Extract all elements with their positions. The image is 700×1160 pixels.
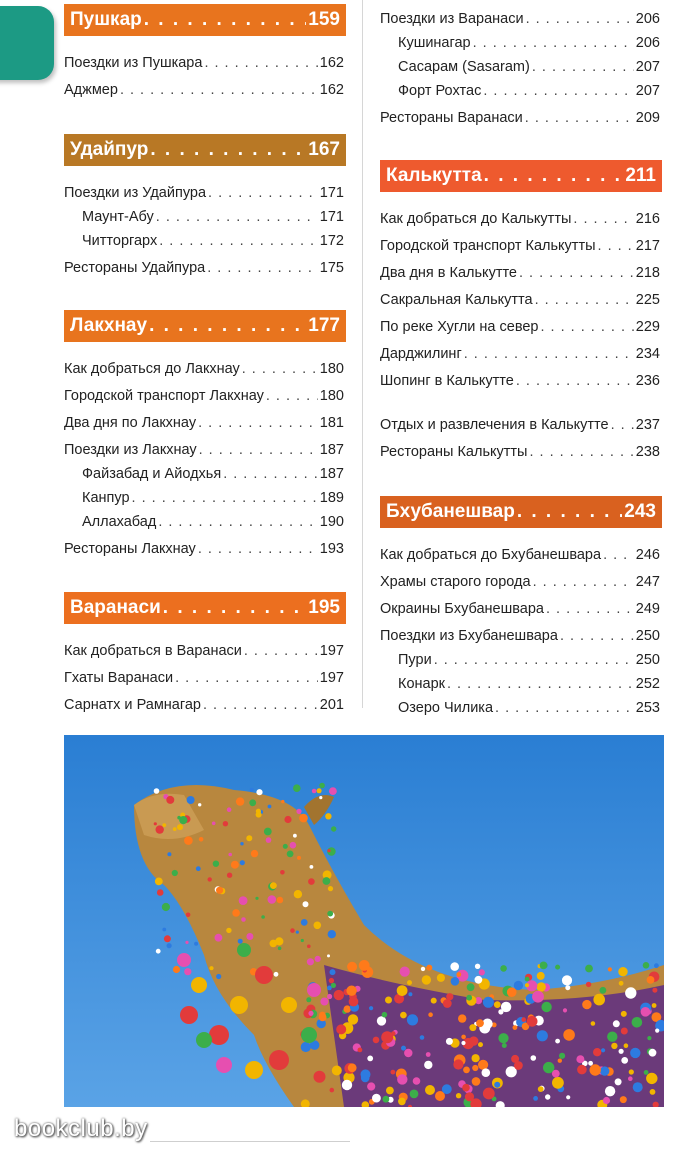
dot-leader [149, 315, 306, 337]
dot-leader [532, 57, 634, 77]
dot-leader [204, 53, 317, 73]
section-header [64, 134, 346, 166]
toc-entry-title: Рестораны Удайпура [64, 260, 206, 276]
section-page: 243 [624, 501, 656, 522]
toc-entry-title: Сасарам (Sasaram) [398, 59, 530, 75]
dot-leader [244, 641, 318, 661]
dot-leader [484, 165, 624, 187]
toc-entry-title: Рестораны Варанаси [380, 110, 523, 126]
dot-leader [573, 209, 633, 229]
toc-entry [380, 202, 662, 229]
toc-entry-title: Два дня по Лакхнау [64, 415, 197, 431]
toc-entry-page: 162 [319, 82, 344, 98]
dot-leader [198, 539, 318, 559]
toc-section [64, 134, 346, 278]
toc-entry [64, 352, 346, 379]
dot-leader [546, 599, 634, 619]
toc-entry-page: 218 [635, 265, 660, 281]
toc-entry-page: 206 [635, 11, 660, 27]
toc-entry-page: 197 [319, 670, 344, 686]
decorated-camel-photo [64, 735, 664, 1107]
toc-entry [64, 379, 346, 406]
toc-entry-page: 162 [319, 55, 344, 71]
toc-entry-title: Конарк [398, 676, 445, 692]
toc-entry-title: Как добраться до Лакхнау [64, 361, 240, 377]
toc-entry-page: 207 [635, 59, 660, 75]
dot-leader [223, 464, 318, 484]
toc-entry-title: Аджмер [64, 82, 118, 98]
toc-entry-page: 216 [635, 211, 660, 227]
toc-section [64, 310, 346, 559]
toc-entry-title: Гхаты Варанаси [64, 670, 174, 686]
dot-leader [473, 33, 634, 53]
section-page: 167 [308, 139, 340, 160]
section-header [380, 160, 662, 192]
toc-entry-title: Маунт-Абу [82, 209, 154, 225]
toc-entry [64, 46, 346, 73]
toc-entry-title: Сакральная Калькутта [380, 292, 533, 308]
toc-entry [64, 73, 346, 100]
dot-leader [159, 231, 318, 251]
toc-entry [380, 229, 662, 256]
dot-leader [464, 344, 634, 364]
toc-entry [380, 694, 662, 718]
toc-entry-page: 238 [635, 444, 660, 460]
toc-entry [380, 391, 662, 435]
chapter-tab [0, 6, 54, 80]
dot-leader [434, 650, 634, 670]
dot-leader [144, 9, 307, 31]
toc-entry-title: Городской транспорт Калькутты [380, 238, 596, 254]
toc-entry [64, 203, 346, 227]
toc-entry [380, 670, 662, 694]
toc-entry-page: 250 [635, 628, 660, 644]
toc-entry-page: 217 [635, 238, 660, 254]
toc-entry [64, 634, 346, 661]
dot-leader [495, 698, 634, 718]
toc-entry [380, 646, 662, 670]
toc-entry-title: Два дня в Калькутте [380, 265, 517, 281]
toc-entry-title: Рестораны Калькутты [380, 444, 528, 460]
toc-entry-title: Аллахабад [82, 514, 157, 530]
dot-leader [175, 668, 318, 688]
dot-leader [516, 371, 634, 391]
dot-leader [156, 207, 318, 227]
toc-entry-title: Кушинагар [398, 35, 471, 51]
toc-entry-page: 253 [635, 700, 660, 716]
toc-entry-page: 250 [635, 652, 660, 668]
toc-entry-title: Отдых и развлечения в Калькутте [380, 417, 609, 433]
toc-entry-page: 180 [319, 361, 344, 377]
section-page: 195 [308, 597, 340, 618]
bottom-rule [150, 1141, 350, 1142]
toc-entry-page: 190 [319, 514, 344, 530]
dot-leader [199, 440, 318, 460]
toc-entry [64, 433, 346, 460]
section-page: 177 [308, 315, 340, 336]
toc-entry-title: Храмы старого города [380, 574, 531, 590]
toc-entry-title: По реке Хугли на север [380, 319, 539, 335]
toc-entry-title: Городской транспорт Лакхнау [64, 388, 264, 404]
toc-entry-title: Читторгарх [82, 233, 158, 249]
section-title: Бхубанешвар [386, 501, 515, 522]
toc-entry [380, 29, 662, 53]
section-title: Удайпур [70, 139, 149, 160]
toc-entry-page: 206 [635, 35, 660, 51]
toc-entry-page: 180 [319, 388, 344, 404]
toc-entry [64, 484, 346, 508]
toc-entry-title: Поездки из Пушкара [64, 55, 203, 71]
dot-leader [526, 9, 634, 29]
toc-section [380, 496, 662, 718]
dot-leader [483, 81, 633, 101]
section-header [64, 310, 346, 342]
toc-entry [380, 283, 662, 310]
dot-leader [208, 183, 318, 203]
dot-leader [525, 108, 634, 128]
toc-entry-title: Канпур [82, 490, 130, 506]
toc-entry [64, 251, 346, 278]
toc-section [64, 4, 346, 100]
toc-entry [380, 337, 662, 364]
toc-entry-page: 209 [635, 110, 660, 126]
toc-entry-title: Поездки из Варанаси [380, 11, 524, 27]
toc-entry-page: 201 [319, 697, 344, 713]
toc-entry-page: 175 [319, 260, 344, 276]
toc-continued-list [380, 2, 662, 128]
toc-entry [380, 565, 662, 592]
toc-entry [380, 364, 662, 391]
toc-entry [64, 508, 346, 532]
toc-entry-page: 237 [635, 417, 660, 433]
section-page: 211 [625, 165, 656, 186]
toc-entry-title: Как добраться до Бхубанешвара [380, 547, 602, 563]
dot-leader [560, 626, 634, 646]
toc-entry [380, 256, 662, 283]
toc-entry [64, 176, 346, 203]
toc-entry-title: Как добраться до Калькутты [380, 211, 572, 227]
toc-entry-title: Озеро Чилика [398, 700, 494, 716]
toc-entry-page: 249 [635, 601, 660, 617]
toc-entry-title: Файзабад и Айодхья [82, 466, 222, 482]
dot-leader [163, 597, 307, 619]
section-header [380, 496, 662, 528]
toc-entry-page: 197 [319, 643, 344, 659]
dot-leader [242, 359, 318, 379]
toc-entry [64, 688, 346, 715]
section-page: 159 [308, 9, 340, 30]
toc-entry-page: 193 [319, 541, 344, 557]
toc-entry-page: 247 [635, 574, 660, 590]
dot-leader [533, 572, 634, 592]
toc-entry [64, 460, 346, 484]
dot-leader [158, 512, 317, 532]
toc-entry-title: Форт Рохтас [398, 83, 482, 99]
toc-entry-page: 236 [635, 373, 660, 389]
toc-entry-page: 252 [635, 676, 660, 692]
toc-entry-page: 234 [635, 346, 660, 362]
dot-leader [207, 258, 318, 278]
dot-leader [603, 545, 634, 565]
toc-entry-page: 181 [319, 415, 344, 431]
toc-entry-page: 172 [319, 233, 344, 249]
toc-entry-title: Пури [398, 652, 432, 668]
toc-section [380, 160, 662, 462]
section-title: Лакхнау [70, 315, 148, 336]
dot-leader [611, 415, 634, 435]
dot-leader [203, 695, 318, 715]
dot-leader [529, 442, 633, 462]
toc-entry [64, 532, 346, 559]
section-header [64, 4, 346, 36]
toc-entry-title: Как добраться в Варанаси [64, 643, 242, 659]
toc-entry-title: Поездки из Бхубанешвара [380, 628, 558, 644]
toc-entry-page: 187 [319, 466, 344, 482]
toc-entry-page: 246 [635, 547, 660, 563]
toc-entry-page: 187 [319, 442, 344, 458]
dot-leader [120, 80, 318, 100]
column-divider [362, 0, 363, 708]
toc-entry [380, 592, 662, 619]
toc-entry-title: Дарджилинг [380, 346, 462, 362]
toc-entry-title: Шопинг в Калькутте [380, 373, 514, 389]
section-header [64, 592, 346, 624]
dot-leader [598, 236, 634, 256]
toc-entry-title: Окраины Бхубанешвара [380, 601, 544, 617]
dot-leader [198, 413, 318, 433]
toc-entry [380, 77, 662, 101]
toc-entry-page: 171 [319, 209, 344, 225]
toc-entry [380, 619, 662, 646]
toc-entry-page: 207 [635, 83, 660, 99]
toc-entry [380, 538, 662, 565]
dot-leader [447, 674, 634, 694]
toc-entry-title: Сарнатх и Рамнагар [64, 697, 201, 713]
toc-entry-title: Рестораны Лакхнау [64, 541, 196, 557]
toc-entry [380, 435, 662, 462]
toc-entry-title: Поездки из Удайпура [64, 185, 207, 201]
toc-entry [64, 406, 346, 433]
toc-entry-page: 171 [319, 185, 344, 201]
toc-entry-title: Поездки из Лакхнау [64, 442, 197, 458]
section-title: Калькутта [386, 165, 482, 186]
dot-leader [535, 290, 634, 310]
section-title: Пушкар [70, 9, 142, 30]
toc-entry [380, 310, 662, 337]
dot-leader [541, 317, 634, 337]
toc-entry-page: 189 [319, 490, 344, 506]
dot-leader [266, 386, 318, 406]
toc-entry [64, 661, 346, 688]
dot-leader [132, 488, 318, 508]
dot-leader [517, 501, 622, 523]
toc-entry-page: 229 [635, 319, 660, 335]
toc-section [64, 592, 346, 715]
toc-entry-page: 225 [635, 292, 660, 308]
toc-entry [64, 227, 346, 251]
section-title: Варанаси [70, 597, 161, 618]
toc-entry [380, 2, 662, 29]
watermark: bookclub.by [14, 1115, 148, 1142]
dot-leader [150, 139, 306, 161]
dot-leader [519, 263, 634, 283]
toc-entry [380, 53, 662, 77]
toc-entry [380, 101, 662, 128]
